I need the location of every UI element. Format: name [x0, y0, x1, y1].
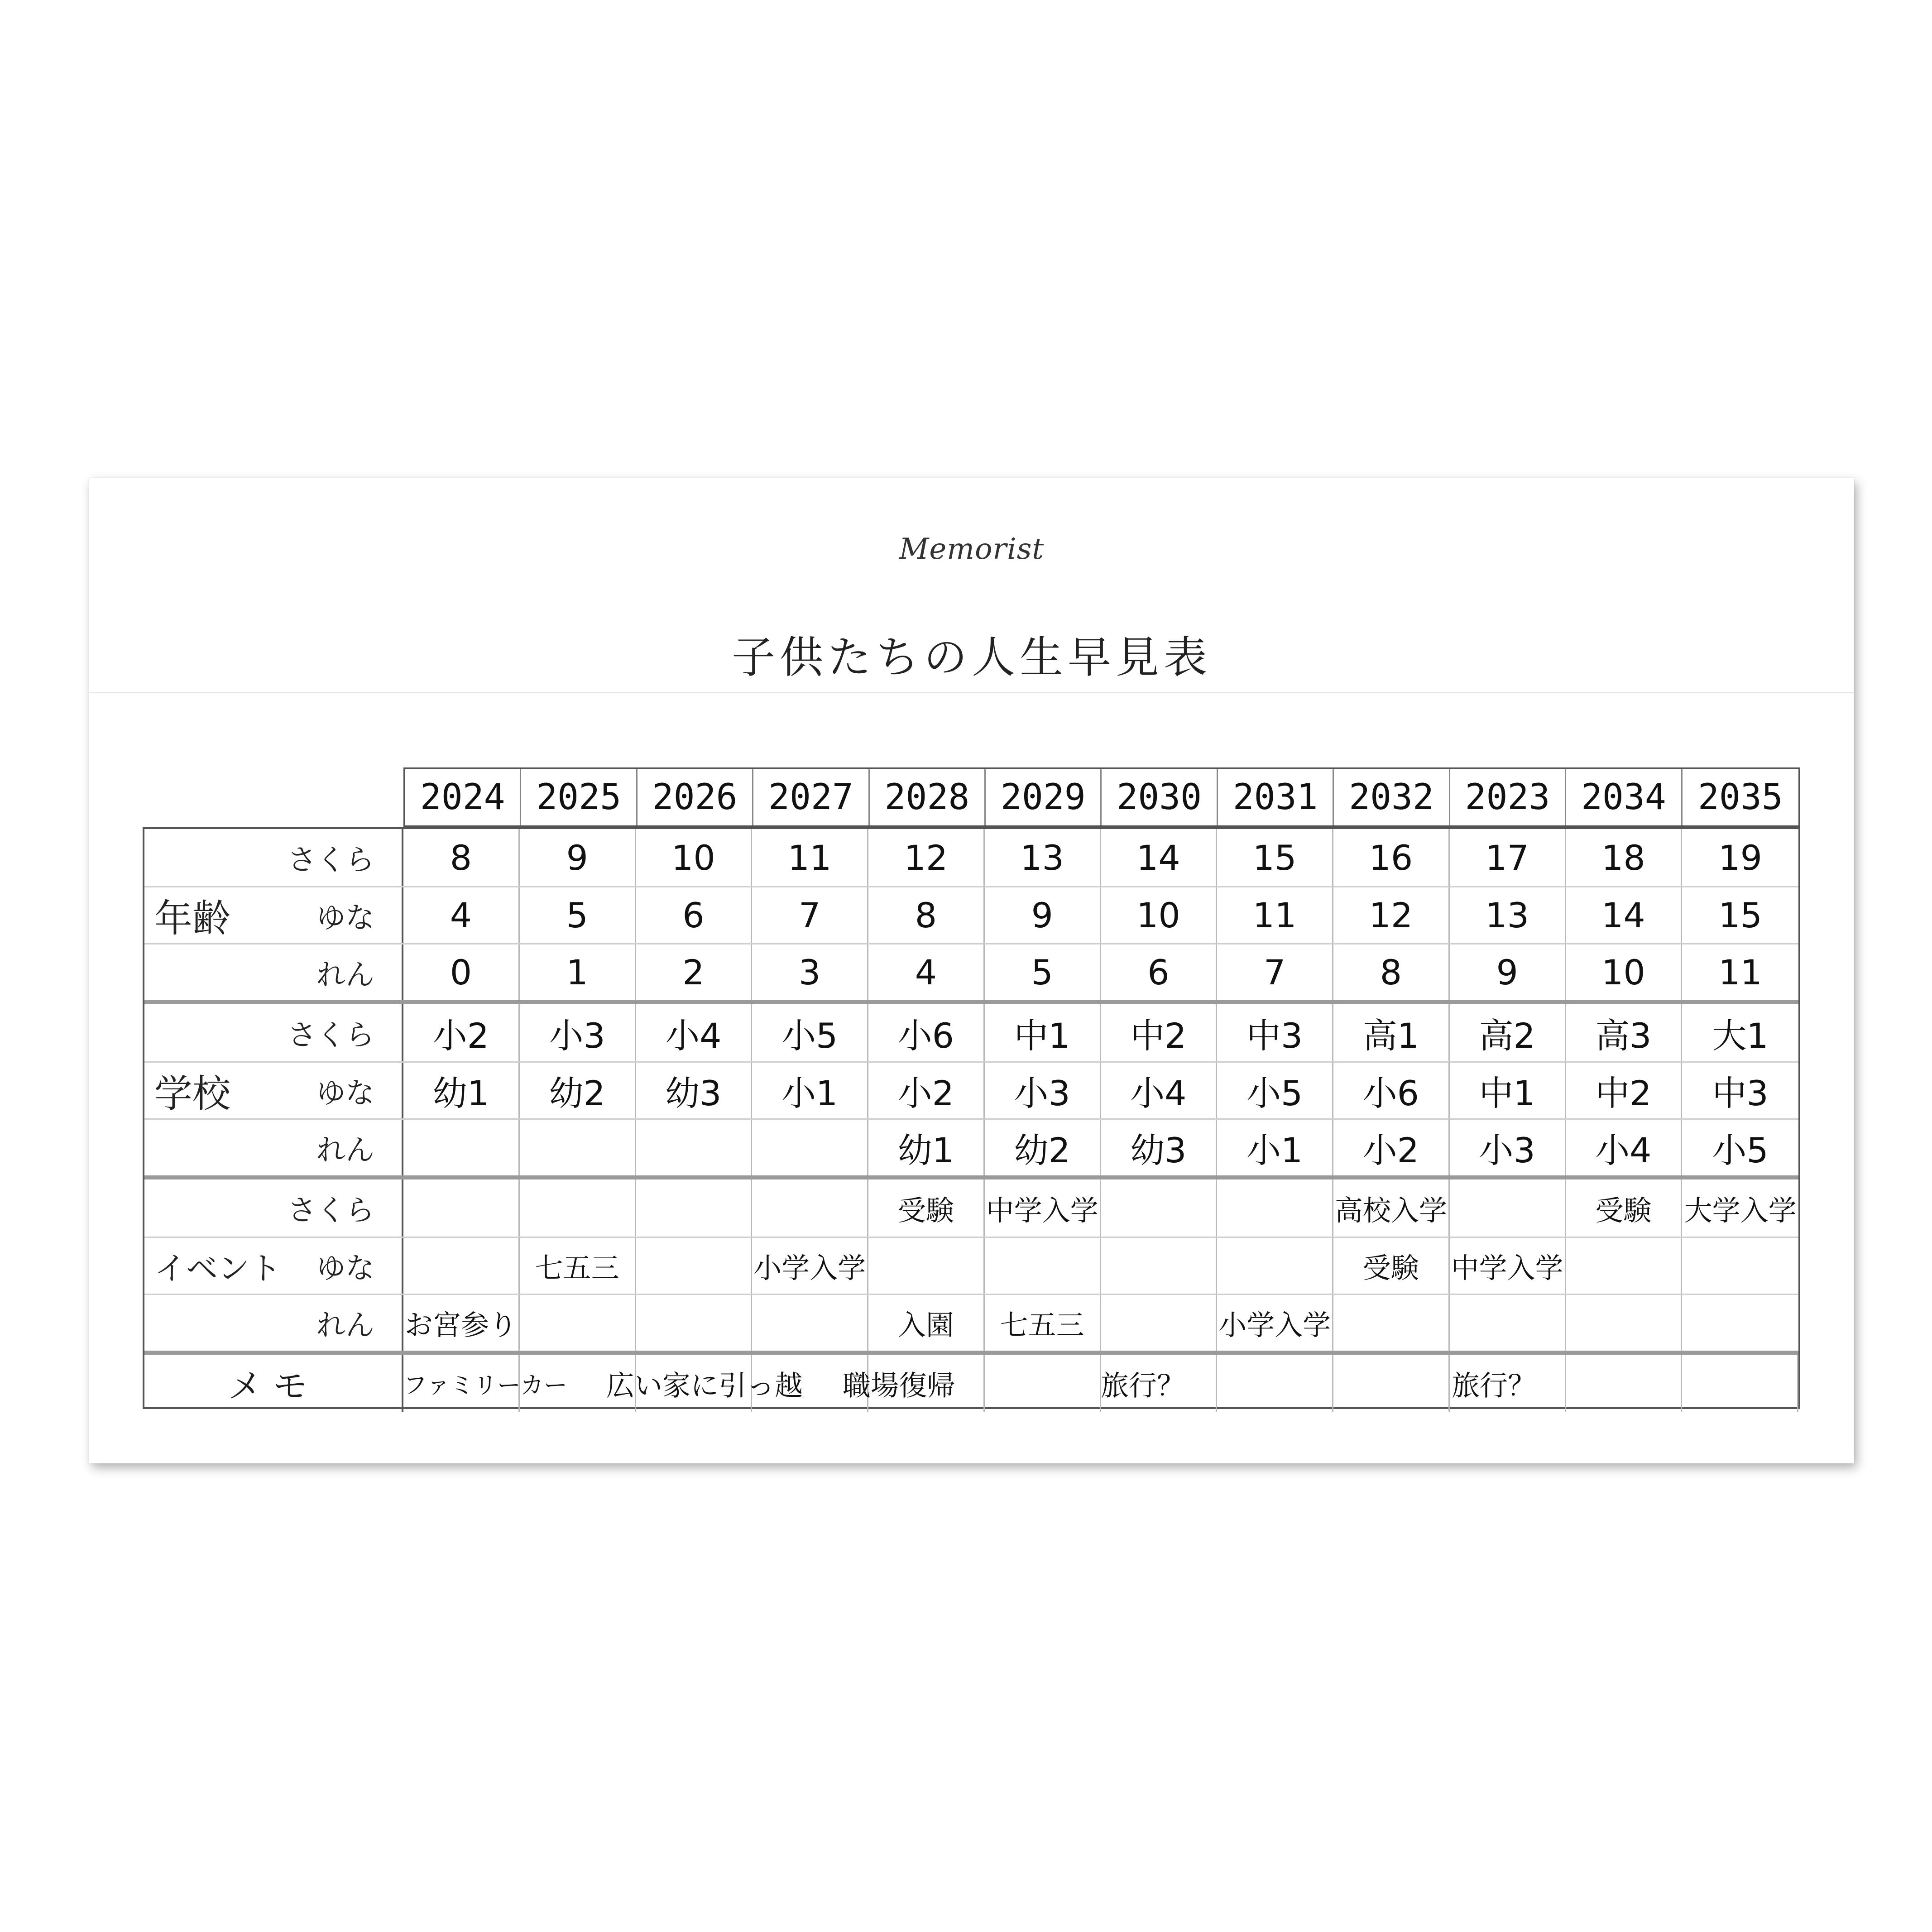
- table-cell: 小4: [1101, 1063, 1218, 1118]
- table-cell: 10: [1101, 887, 1218, 943]
- table-cell: 4: [403, 887, 520, 943]
- memo-cell: [1566, 1355, 1683, 1412]
- table-cell: [752, 1120, 868, 1175]
- table-row: [144, 1004, 1798, 1061]
- table-cell: 14: [1101, 829, 1218, 886]
- table-cell: [1682, 1295, 1798, 1351]
- table-cell: 17: [1450, 829, 1566, 886]
- child-name: ゆな: [316, 1251, 374, 1285]
- table-cell: 小学入学: [752, 1238, 868, 1294]
- year-cell: 2029: [986, 769, 1102, 825]
- table-cell: 中学入学: [1450, 1238, 1566, 1294]
- table-cell: 1: [520, 944, 636, 1000]
- year-cell: 2026: [638, 769, 753, 825]
- table-cell: 2: [636, 944, 753, 1000]
- table-cell: 小5: [1217, 1063, 1333, 1118]
- row-cells: [403, 887, 1798, 943]
- child-name: さくら: [288, 844, 374, 877]
- table-row: [144, 829, 1798, 886]
- child-name: れん: [316, 1133, 374, 1167]
- table-row: [144, 1061, 1798, 1118]
- child-name: ゆな: [316, 901, 374, 935]
- table-cell: 高1: [1333, 1004, 1450, 1061]
- memo-cell: [1682, 1355, 1798, 1412]
- year-cell: 2030: [1102, 769, 1218, 825]
- table-cell: [520, 1179, 636, 1237]
- table-cell: 高2: [1450, 1004, 1566, 1061]
- row-cells: [403, 1063, 1798, 1118]
- row-cells: [403, 1004, 1798, 1061]
- table-cell: 小1: [1217, 1120, 1333, 1175]
- memo-cell: [985, 1355, 1101, 1412]
- table-cell: 9: [1450, 944, 1566, 1000]
- table-cell: 14: [1566, 887, 1683, 943]
- row-cells: [403, 1295, 1798, 1351]
- child-name: さくら: [288, 1019, 374, 1052]
- table-cell: 幼2: [985, 1120, 1101, 1175]
- year-cell: 2027: [753, 769, 869, 825]
- table-cell: 受験: [1566, 1179, 1683, 1237]
- section-2: [144, 1175, 1798, 1351]
- table-cell: [1217, 1238, 1333, 1294]
- table-cell: [1101, 1238, 1218, 1294]
- row-label-cell: [144, 829, 403, 886]
- table-cell: [752, 1295, 868, 1351]
- row-label-cell: [144, 1295, 403, 1351]
- table-cell: [1450, 1295, 1566, 1351]
- table-cell: 小4: [1566, 1120, 1683, 1175]
- table-cell: [403, 1120, 520, 1175]
- table-cell: [868, 1238, 985, 1294]
- table-cell: [403, 1238, 520, 1294]
- year-cell: 2028: [870, 769, 986, 825]
- table-cell: 4: [868, 944, 985, 1000]
- table-cell: 15: [1217, 829, 1333, 886]
- table-cell: 小2: [403, 1004, 520, 1061]
- table-cell: 5: [985, 944, 1101, 1000]
- table-cell: 10: [1566, 944, 1683, 1000]
- memo-section: [144, 1351, 1798, 1412]
- category-label: 年齢: [154, 896, 231, 940]
- memo-item: 職場復帰: [843, 1369, 955, 1402]
- table-cell: [1450, 1179, 1566, 1237]
- brand-logo: Memorist: [899, 532, 1045, 566]
- row-cells: [403, 1120, 1798, 1175]
- table-cell: 6: [636, 887, 753, 943]
- memo-label: メモ: [228, 1366, 318, 1406]
- table-cell: 幼3: [636, 1063, 753, 1118]
- table-cell: 8: [868, 887, 985, 943]
- table-cell: 小1: [752, 1063, 868, 1118]
- table-cell: 0: [403, 944, 520, 1000]
- table-cell: 10: [636, 829, 753, 886]
- memo-cell: [1217, 1355, 1333, 1412]
- table-cell: 小3: [520, 1004, 636, 1061]
- table-cell: [985, 1238, 1101, 1294]
- table-row: [144, 886, 1798, 943]
- year-cell: 2025: [521, 769, 637, 825]
- table-cell: 七五三: [520, 1238, 636, 1294]
- table-cell: 受験: [1333, 1238, 1450, 1294]
- table-cell: 小6: [1333, 1063, 1450, 1118]
- table-cell: 小学入学: [1217, 1295, 1333, 1351]
- row-cells: [403, 1179, 1798, 1237]
- table-cell: 12: [868, 829, 985, 886]
- header-divider: [89, 692, 1854, 693]
- table-cell: [1101, 1295, 1218, 1351]
- table-cell: 12: [1333, 887, 1450, 943]
- table-cell: 小6: [868, 1004, 985, 1061]
- table-cell: 幼2: [520, 1063, 636, 1118]
- table-cell: 8: [403, 829, 520, 886]
- memo-cell: [1333, 1355, 1450, 1412]
- table-cell: [636, 1179, 753, 1237]
- table-cell: [403, 1179, 520, 1237]
- table-cell: 3: [752, 944, 868, 1000]
- table-row: [144, 1237, 1798, 1294]
- table-cell: 8: [1333, 944, 1450, 1000]
- table-cell: 9: [985, 887, 1101, 943]
- child-name: ゆな: [316, 1076, 374, 1110]
- child-name: さくら: [288, 1194, 374, 1227]
- table-cell: 中1: [985, 1004, 1101, 1061]
- category-label: イベント: [154, 1250, 281, 1287]
- memo-label-cell: [144, 1355, 403, 1412]
- table-cell: 11: [752, 829, 868, 886]
- table-cell: 13: [1450, 887, 1566, 943]
- table-cell: 中学入学: [985, 1179, 1101, 1237]
- table-cell: 中1: [1450, 1063, 1566, 1118]
- table-cell: 高3: [1566, 1004, 1683, 1061]
- table-cell: 高校入学: [1333, 1179, 1450, 1237]
- table-cell: お宮参り: [403, 1295, 520, 1351]
- table-cell: 小3: [1450, 1120, 1566, 1175]
- row-label-cell: [144, 944, 403, 1000]
- table-cell: 16: [1333, 829, 1450, 886]
- table-cell: 小2: [1333, 1120, 1450, 1175]
- table-cell: 中2: [1566, 1063, 1683, 1118]
- table-cell: 七五三: [985, 1295, 1101, 1351]
- section-0: [144, 829, 1798, 1000]
- table-cell: 中3: [1712, 1073, 1769, 1113]
- table-cell: 11: [1718, 952, 1762, 992]
- memo-row: [144, 1355, 1798, 1412]
- memo-item: ファミリーカー: [403, 1372, 567, 1400]
- table-cell: [1566, 1238, 1683, 1294]
- year-cell: 2032: [1334, 769, 1450, 825]
- table-cell: 中2: [1101, 1004, 1218, 1061]
- table-cell: 9: [520, 829, 636, 886]
- table-cell: 19: [1718, 837, 1762, 878]
- child-name: れん: [316, 1309, 374, 1342]
- table-cell: [636, 1295, 753, 1351]
- table-cell: 7: [752, 887, 868, 943]
- table-cell: [1682, 1238, 1798, 1294]
- table-cell: [752, 1179, 868, 1237]
- table-cell: 幼3: [1101, 1120, 1218, 1175]
- row-label-cell: [144, 1063, 403, 1118]
- table-cell: [636, 1120, 753, 1175]
- page-title: 子供たちの人生早見表: [725, 623, 1218, 685]
- table-cell: 5: [520, 887, 636, 943]
- row-label-cell: [144, 1004, 403, 1061]
- table-cell: [1333, 1295, 1450, 1351]
- table-cell: 18: [1566, 829, 1683, 886]
- year-header-row: [403, 767, 1800, 827]
- table-cell: 幼1: [868, 1120, 985, 1175]
- table-cell: [1566, 1295, 1683, 1351]
- table-cell: 大1: [1712, 1015, 1769, 1056]
- table-cell: 小2: [868, 1063, 985, 1118]
- year-cell: 2031: [1218, 769, 1334, 825]
- title-wrap: [89, 623, 1854, 685]
- year-cell: 2024: [405, 769, 521, 825]
- table-cell: 11: [1217, 887, 1333, 943]
- table-cell: 小5: [752, 1004, 868, 1061]
- row-cells: [403, 829, 1798, 886]
- table-cell: 6: [1101, 944, 1218, 1000]
- row-label-cell: [144, 887, 403, 943]
- row-label-cell: [144, 1179, 403, 1237]
- table-cell: 小5: [1712, 1130, 1769, 1170]
- child-name: れん: [316, 958, 374, 992]
- year-cell: 2034: [1566, 769, 1682, 825]
- row-label-cell: [144, 1238, 403, 1294]
- table-cell: [1217, 1179, 1333, 1237]
- table-cell: 受験: [868, 1179, 985, 1237]
- table-cell: 小4: [636, 1004, 753, 1061]
- year-cell: 2023: [1450, 769, 1566, 825]
- table-cell: 7: [1217, 944, 1333, 1000]
- table-cell: 幼1: [403, 1063, 520, 1118]
- row-label-cell: [144, 1120, 403, 1175]
- table-cell: [520, 1295, 636, 1351]
- table-row: [144, 1118, 1798, 1175]
- year-cell: 2035: [1697, 777, 1783, 818]
- table-cell: 大学入学: [1684, 1194, 1797, 1227]
- category-label: 学校: [154, 1071, 231, 1116]
- table-body: [143, 827, 1800, 1409]
- table-row: [144, 1294, 1798, 1351]
- table-cell: 13: [985, 829, 1101, 886]
- table-row: [144, 1179, 1798, 1237]
- table-cell: 15: [1718, 895, 1762, 935]
- timeline-table: [143, 767, 1800, 1409]
- table-cell: [520, 1120, 636, 1175]
- planner-sheet: [89, 478, 1854, 1463]
- table-cell: 入園: [868, 1295, 985, 1351]
- table-cell: [636, 1238, 753, 1294]
- table-row: [144, 943, 1798, 1000]
- section-1: [144, 1000, 1798, 1175]
- memo-item: 旅行？: [1452, 1369, 1536, 1402]
- table-cell: [1101, 1179, 1218, 1237]
- row-cells: [403, 1238, 1798, 1294]
- memo-cells: [403, 1355, 1798, 1412]
- memo-item: 広い家に引っ越: [606, 1369, 803, 1402]
- memo-item: 旅行？: [1101, 1369, 1185, 1402]
- table-cell: 中3: [1217, 1004, 1333, 1061]
- row-cells: [403, 944, 1798, 1000]
- table-cell: 小3: [985, 1063, 1101, 1118]
